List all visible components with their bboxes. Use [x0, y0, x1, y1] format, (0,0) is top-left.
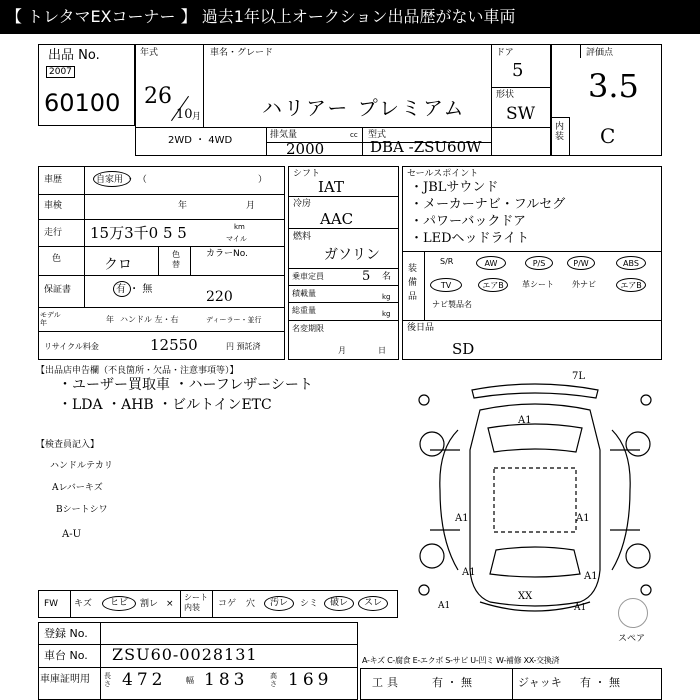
- inspector-label: 【検査員記入】: [36, 440, 100, 450]
- recycle-value: 12550: [150, 336, 198, 354]
- equip-airbag-2: エアB: [616, 278, 646, 292]
- seat-label: シート内装: [184, 593, 208, 612]
- equip-ps: P/S: [525, 256, 553, 270]
- shift-label: シフト: [293, 169, 321, 179]
- jack-label: ジャッキ: [518, 676, 562, 689]
- equip-aw: AW: [476, 256, 506, 270]
- fw-opt-2: ヒビ: [102, 596, 136, 611]
- fuel-value: ガソリン: [324, 247, 380, 263]
- shift-value: IAT: [318, 178, 344, 196]
- equip-airbag-1: エアB: [478, 278, 508, 292]
- equip-ext-navi: 外ナビ: [572, 280, 596, 289]
- displacement-value: 2000: [286, 140, 325, 158]
- recycle-label: リサイクル料金: [44, 342, 99, 351]
- year-value: 26: [144, 84, 172, 109]
- seat-opt-6: スレ: [358, 596, 388, 611]
- reki-circle: [93, 171, 131, 187]
- seat-opt-4: シミ: [300, 599, 319, 609]
- capacity-label: 乗車定員: [292, 272, 324, 281]
- inspector-note-3: Bシートシワ: [56, 505, 108, 515]
- damage-mark-1: A1: [518, 415, 532, 426]
- lot-label: 出品 No.: [48, 48, 100, 63]
- seat-opt-2: 穴: [246, 599, 256, 609]
- shape-label: 形状: [496, 90, 515, 100]
- fw-opt-4: ×: [166, 599, 174, 609]
- reki-options: 自家用 ・ （: [96, 175, 147, 185]
- color-swap-label: 色替: [172, 250, 180, 269]
- displacement-label: 排気量: [270, 130, 298, 140]
- sales-item-1: ・JBLサウンド: [410, 180, 499, 195]
- damage-mark-3: A1: [576, 513, 590, 524]
- equip-abs: ABS: [616, 256, 646, 270]
- name-grade-label: 車名・グレード: [210, 48, 274, 58]
- name-change-month: 月: [338, 346, 346, 355]
- reki-close: ）: [258, 175, 268, 185]
- color-label: 色: [52, 254, 62, 264]
- damage-mark-2: A1: [455, 513, 469, 524]
- score-value: 3.5: [588, 67, 639, 105]
- color-no-value: 220: [206, 289, 233, 305]
- model-value: DBA -ZSU60W: [370, 138, 482, 156]
- damage-mark-4: A1: [462, 567, 476, 578]
- jack-value: 有 ・ 無: [580, 676, 620, 689]
- chassis-value: ZSU60-0028131: [112, 645, 258, 664]
- equip-tv: TV: [430, 278, 462, 292]
- year-label: 年式: [140, 48, 159, 58]
- lot-number: 60100: [44, 89, 121, 117]
- mileage-unit-mile: マイル: [226, 235, 247, 243]
- fw-opt-1: キズ: [74, 599, 92, 609]
- capacity-unit: 名: [382, 272, 392, 282]
- fw-opt-3: 割レ: [140, 599, 159, 609]
- mileage-label: 走行: [44, 228, 63, 238]
- mileage-value: 15万3千0 5 5: [90, 224, 187, 242]
- tools-value: 有 ・ 無: [432, 676, 472, 689]
- name-grade-value: ハリアー プレミアム: [262, 96, 466, 120]
- color-value: クロ: [104, 257, 132, 273]
- capacity-value: 5: [362, 269, 371, 284]
- seat-opt-3: 汚レ: [264, 596, 294, 611]
- inspector-note-2: Aレバーキズ: [52, 483, 103, 493]
- width-label: 幅: [186, 676, 194, 685]
- height-value: 169: [288, 670, 333, 690]
- inspector-note-1: ハンドルテカリ: [50, 461, 113, 471]
- shaken-label: 車検: [44, 201, 63, 211]
- damage-mark-6: A1: [438, 601, 451, 611]
- name-change-label: 名変期限: [292, 324, 324, 333]
- car-diagram: [410, 370, 660, 620]
- sales-item-3: ・パワーバックドア: [410, 214, 526, 229]
- cert-label: 車庫証明用: [40, 674, 90, 685]
- shaken-year: 年: [178, 201, 188, 211]
- door-value: 5: [512, 60, 524, 81]
- navi-label: ナビ製品名: [432, 300, 472, 309]
- damage-mark-7: XX: [518, 591, 533, 602]
- weight-unit: kg: [382, 310, 391, 318]
- warranty-value: 有 ・ 無: [116, 284, 153, 295]
- dealer-label: ディーラー・並行: [206, 316, 262, 324]
- declaration-line-1: ・ユーザー買取車 ・ハーフレザーシート: [58, 377, 313, 393]
- damage-mark-8: A1: [574, 603, 587, 613]
- seat-opt-5: 破レ: [324, 596, 354, 611]
- equip-pw: P/W: [567, 256, 595, 270]
- lot-year-stamp: 2007: [46, 66, 75, 78]
- load-label: 積載量: [292, 289, 316, 298]
- recycle-unit: 円 預託済: [226, 342, 261, 351]
- spare-label: スペア: [618, 634, 646, 644]
- damage-codes: A-キズ C-腐食 E-エクボ S-サビ U-凹ミ W-補修 XX-交換済: [362, 656, 560, 665]
- color-no-label: カラーNo.: [206, 249, 248, 259]
- spare-tire-icon: [618, 598, 648, 628]
- declaration-label: 【出品店申告欄（不良箇所・欠品・注意事項等）】: [36, 366, 239, 376]
- ac-label: 冷房: [293, 199, 312, 209]
- sales-label: セールスポイント: [407, 169, 479, 179]
- equip-leather: 革シート: [522, 280, 554, 289]
- warranty-label: 保証書: [44, 285, 72, 295]
- damage-mark-9: 7L: [572, 371, 586, 382]
- month-value: 10: [176, 107, 193, 122]
- model-label: 型式: [368, 130, 387, 140]
- height-label: 高さ: [270, 672, 277, 688]
- sales-item-2: ・メーカーナビ・フルセグ: [410, 197, 566, 212]
- reki-label: 車歴: [44, 175, 63, 185]
- score-label: 評価点: [586, 48, 614, 58]
- weight-label: 総重量: [292, 306, 316, 315]
- declaration-line-2: ・LDA ・AHB ・ビルトインETC: [58, 397, 272, 413]
- width-value: 183: [204, 670, 249, 690]
- drive-label: 2WD ・ 4WD: [168, 135, 233, 146]
- after-label: 後日品: [407, 323, 435, 333]
- interior-label: 内装: [555, 122, 565, 142]
- damage-mark-5: A1: [584, 571, 598, 582]
- warranty-circle: [113, 281, 131, 297]
- fuel-label: 燃料: [293, 232, 312, 242]
- reg-no-label: 登録 No.: [44, 627, 88, 640]
- displacement-unit: cc: [350, 131, 358, 139]
- name-change-day: 日: [378, 346, 386, 355]
- model-sub-year: 年: [106, 315, 114, 324]
- model-sub-label: モデル年: [40, 311, 61, 327]
- door-label: ドア: [496, 48, 514, 58]
- shaken-month: 月: [246, 201, 256, 211]
- month-unit: 月: [192, 112, 202, 122]
- after-value: SD: [452, 340, 475, 358]
- mileage-unit-km: km: [234, 223, 245, 231]
- ac-value: AAC: [320, 210, 354, 228]
- seat-opt-1: コゲ: [218, 599, 237, 609]
- handle-label: ハンドル 左・右: [120, 315, 179, 324]
- tools-label: 工具: [372, 676, 402, 689]
- shape-value: SW: [506, 104, 536, 124]
- inspector-note-4: A-U: [62, 529, 82, 540]
- load-unit: kg: [382, 293, 391, 301]
- length-label: 長さ: [104, 672, 111, 688]
- sales-item-4: ・LEDヘッドライト: [410, 231, 530, 246]
- interior-value: C: [600, 124, 616, 148]
- auction-banner: 【 トレタマEXコーナー 】 過去1年以上オークション出品歴がない車両: [0, 0, 700, 34]
- equipment-label: 装備品: [408, 264, 418, 302]
- length-value: 472: [122, 670, 167, 690]
- equip-sr: S/R: [440, 257, 454, 266]
- chassis-label: 車台 No.: [44, 649, 88, 662]
- fw-label: FW: [44, 599, 59, 609]
